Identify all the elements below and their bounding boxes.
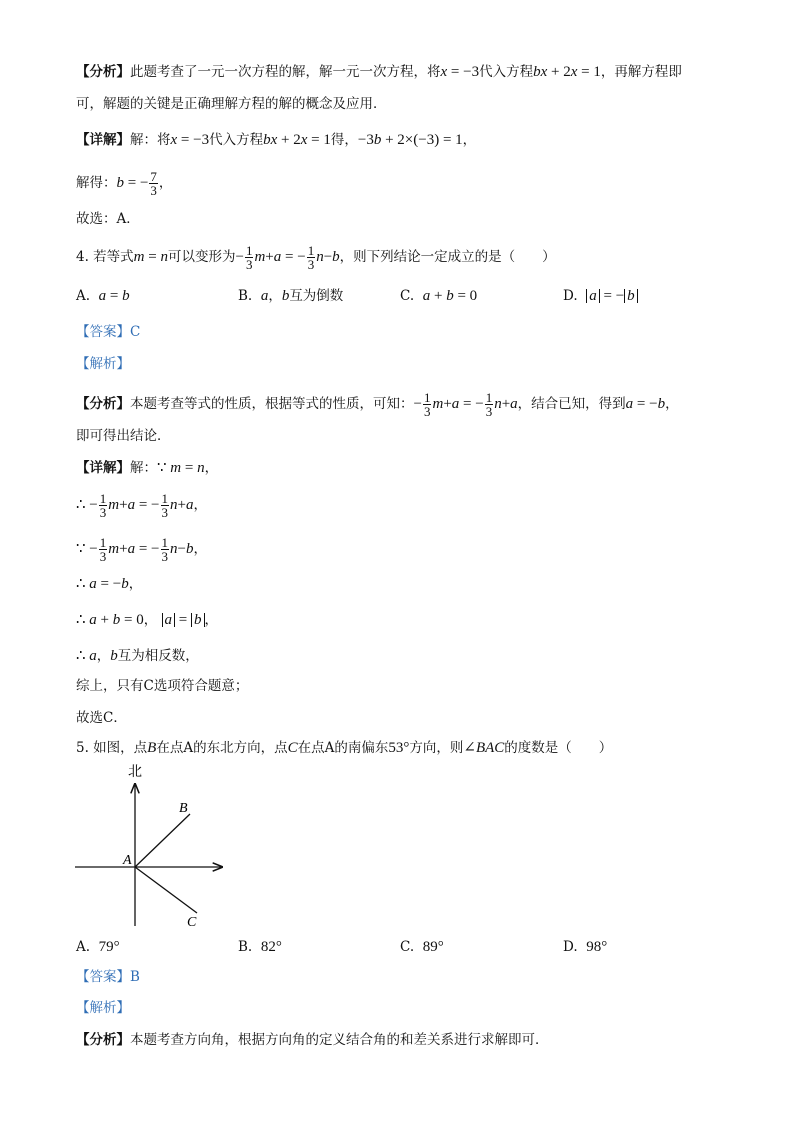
q4-jiexi: 【解析】 [76, 356, 130, 372]
q4-option-c: C. a + b = 0 [400, 288, 478, 304]
q5-option-c: C. 89° [400, 939, 444, 955]
q4-detail-line6: ∴ a，b互为相反数， [76, 648, 199, 664]
q4-analysis-line2: 即可得出结论． [76, 428, 171, 444]
q4-detail-line2: ∴ − $\frac{1}{3}$ m+a = − $\frac{1}{3}$ n+a， [76, 491, 207, 520]
point-b-label: B [179, 801, 188, 816]
ray-ab [135, 814, 190, 867]
math-expr: x [440, 64, 448, 80]
q4-stem: 4. 若等式m = n可以变形为− $\frac{1}{3}$ m+a = − $\frac{1}{3}$ n−b，则下列结论一定成立的是（ ） [76, 243, 556, 272]
q3-detail-line: 【详解】解：将x = −3代入方程bx + 2x = 1得，−3b + 2×(−3) = 1， [76, 132, 477, 148]
q4-option-a: A. a = b [76, 288, 130, 304]
q4-option-b: B. a，b互为倒数 [238, 288, 344, 304]
q5-stem: 5. 如图，点B在点A的东北方向，点C在点A的南偏东53°方向，则∠BAC的度数是（ ） [76, 740, 613, 756]
q5-option-d: D. 98° [563, 939, 608, 955]
q4-choose: 故选C． [76, 710, 127, 726]
q4-summary: 综上，只有C选项符合题意； [76, 678, 249, 694]
q4-detail-line5: ∴ a + b = 0， a = b ， [76, 612, 218, 628]
ray-ac [135, 867, 197, 913]
analysis-tag: 【分析】 [76, 64, 130, 80]
q5-option-b: B. 82° [238, 939, 282, 955]
q5-jiexi: 【解析】 [76, 1000, 130, 1016]
q5-option-a: A. 79° [76, 939, 120, 955]
q5-analysis: 【分析】本题考查方向角，根据方向角的定义结合角的和差关系进行求解即可． [76, 1032, 549, 1048]
q3-analysis-line1: 【分析】此题考查了一元一次方程的解，解一元一次方程，将x = −3代入方程bx + 2x = 1，再解方程即 [76, 64, 682, 80]
point-c-label: C [187, 915, 197, 930]
q3-choose: 故选：A． [76, 211, 140, 227]
q4-detail-line4: ∴ a = −b， [76, 576, 143, 592]
q4-analysis-line1: 【分析】本题考查等式的性质，根据等式的性质，可知：− $\frac{1}{3}$ m+a = − $\frac{1}{3}$ n+a，结合已知，得到a = −b， [76, 390, 679, 419]
q4-detail-line1: 【详解】解：∵ m = n， [76, 460, 219, 476]
q4-detail-line3: ∵ − $\frac{1}{3}$ m+a = − $\frac{1}{3}$ n−b， [76, 535, 207, 564]
q4-answer: 【答案】C [76, 324, 141, 340]
fraction: $\frac{7}{3}$ [150, 169, 157, 198]
q5-answer: 【答案】B [76, 969, 140, 985]
detail-tag: 【详解】 [76, 132, 130, 148]
north-label: 北 [128, 765, 142, 780]
q4-option-d: D. a = − b [563, 286, 638, 306]
direction-figure [70, 760, 240, 935]
q3-solve-line: 解得：b = − $\frac{7}{3}$ ， [76, 169, 173, 198]
point-a-label: A [123, 853, 132, 868]
q3-analysis-line2: 可，解题的关键是正确理解方程的解的概念及应用． [76, 96, 387, 112]
